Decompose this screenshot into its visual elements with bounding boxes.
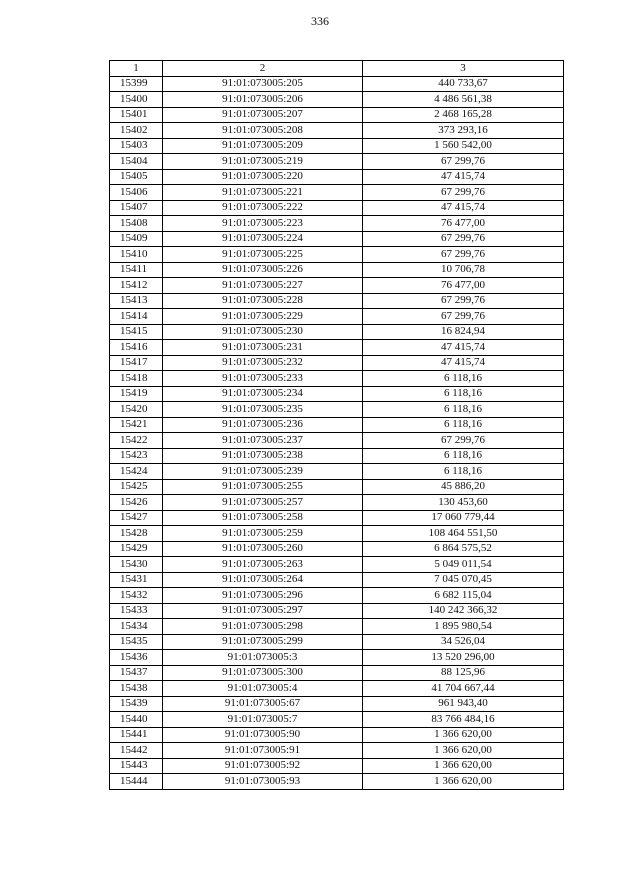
value-cell: 34 526,04: [363, 634, 564, 650]
cadastral-number-cell: 91:01:073005:258: [163, 510, 363, 526]
table-header-row: [110, 61, 564, 77]
value-cell: 1 366 620,00: [363, 743, 564, 759]
row-number-cell: 15420: [110, 402, 163, 418]
cadastral-number-cell: 91:01:073005:257: [163, 495, 363, 511]
row-number-cell: 15416: [110, 340, 163, 356]
table-row: [110, 169, 564, 185]
value-cell: 67 299,76: [363, 247, 564, 263]
row-number-cell: 15419: [110, 386, 163, 402]
table-row: [110, 743, 564, 759]
table-row: [110, 107, 564, 123]
table-row: [110, 123, 564, 139]
row-number-cell: 15444: [110, 774, 163, 790]
cadastral-value-table: [109, 60, 564, 790]
row-number-cell: 15440: [110, 712, 163, 728]
value-cell: 5 049 011,54: [363, 557, 564, 573]
cadastral-number-cell: 91:01:073005:255: [163, 479, 363, 495]
column-header-1: 1: [110, 61, 163, 77]
cadastral-number-cell: 91:01:073005:4: [163, 681, 363, 697]
cadastral-number-cell: 91:01:073005:224: [163, 231, 363, 247]
table-row: [110, 278, 564, 294]
cadastral-number-cell: 91:01:073005:207: [163, 107, 363, 123]
cadastral-number-cell: 91:01:073005:230: [163, 324, 363, 340]
row-number-cell: 15433: [110, 603, 163, 619]
cadastral-number-cell: 91:01:073005:299: [163, 634, 363, 650]
cadastral-number-cell: 91:01:073005:263: [163, 557, 363, 573]
row-number-cell: 15442: [110, 743, 163, 759]
cadastral-number-cell: 91:01:073005:297: [163, 603, 363, 619]
row-number-cell: 15426: [110, 495, 163, 511]
value-cell: 7 045 070,45: [363, 572, 564, 588]
row-number-cell: 15409: [110, 231, 163, 247]
table-row: [110, 619, 564, 635]
cadastral-number-cell: 91:01:073005:296: [163, 588, 363, 604]
table-row: [110, 402, 564, 418]
value-cell: 4 486 561,38: [363, 92, 564, 108]
cadastral-number-cell: 91:01:073005:219: [163, 154, 363, 170]
cadastral-number-cell: 91:01:073005:234: [163, 386, 363, 402]
cadastral-number-cell: 91:01:073005:209: [163, 138, 363, 154]
cadastral-number-cell: 91:01:073005:208: [163, 123, 363, 139]
value-cell: 47 415,74: [363, 355, 564, 371]
row-number-cell: 15437: [110, 665, 163, 681]
value-cell: 13 520 296,00: [363, 650, 564, 666]
row-number-cell: 15438: [110, 681, 163, 697]
row-number-cell: 15427: [110, 510, 163, 526]
row-number-cell: 15400: [110, 92, 163, 108]
cadastral-number-cell: 91:01:073005:67: [163, 696, 363, 712]
row-number-cell: 15443: [110, 758, 163, 774]
table-row: [110, 309, 564, 325]
table-row: [110, 371, 564, 387]
row-number-cell: 15411: [110, 262, 163, 278]
table-row: [110, 479, 564, 495]
row-number-cell: 15401: [110, 107, 163, 123]
cadastral-number-cell: 91:01:073005:227: [163, 278, 363, 294]
table-row: [110, 774, 564, 790]
row-number-cell: 15408: [110, 216, 163, 232]
table-row: [110, 216, 564, 232]
cadastral-number-cell: 91:01:073005:228: [163, 293, 363, 309]
table-row: [110, 448, 564, 464]
table-row: [110, 758, 564, 774]
row-number-cell: 15402: [110, 123, 163, 139]
row-number-cell: 15415: [110, 324, 163, 340]
table-row: [110, 355, 564, 371]
table-row: [110, 603, 564, 619]
table-row: [110, 324, 564, 340]
value-cell: 140 242 366,32: [363, 603, 564, 619]
value-cell: 1 895 980,54: [363, 619, 564, 635]
cadastral-number-cell: 91:01:073005:92: [163, 758, 363, 774]
cadastral-number-cell: 91:01:073005:93: [163, 774, 363, 790]
table-row: [110, 681, 564, 697]
value-cell: 47 415,74: [363, 169, 564, 185]
value-cell: 67 299,76: [363, 293, 564, 309]
row-number-cell: 15410: [110, 247, 163, 263]
table-row: [110, 386, 564, 402]
row-number-cell: 15424: [110, 464, 163, 480]
value-cell: 6 682 115,04: [363, 588, 564, 604]
table-row: [110, 92, 564, 108]
value-cell: 108 464 551,50: [363, 526, 564, 542]
value-cell: 1 560 542,00: [363, 138, 564, 154]
table-row: [110, 572, 564, 588]
row-number-cell: 15439: [110, 696, 163, 712]
cadastral-number-cell: 91:01:073005:223: [163, 216, 363, 232]
cadastral-number-cell: 91:01:073005:235: [163, 402, 363, 418]
table-row: [110, 464, 564, 480]
cadastral-number-cell: 91:01:073005:236: [163, 417, 363, 433]
row-number-cell: 15430: [110, 557, 163, 573]
table-row: [110, 231, 564, 247]
table-row: [110, 433, 564, 449]
table-row: [110, 247, 564, 263]
cadastral-number-cell: 91:01:073005:225: [163, 247, 363, 263]
value-cell: 6 118,16: [363, 417, 564, 433]
value-cell: 76 477,00: [363, 278, 564, 294]
table-row: [110, 200, 564, 216]
row-number-cell: 15414: [110, 309, 163, 325]
value-cell: 67 299,76: [363, 309, 564, 325]
value-cell: 67 299,76: [363, 231, 564, 247]
row-number-cell: 15421: [110, 417, 163, 433]
value-cell: 16 824,94: [363, 324, 564, 340]
value-cell: 47 415,74: [363, 340, 564, 356]
value-cell: 373 293,16: [363, 123, 564, 139]
value-cell: 961 943,40: [363, 696, 564, 712]
table-row: [110, 495, 564, 511]
value-cell: 6 864 575,52: [363, 541, 564, 557]
row-number-cell: 15418: [110, 371, 163, 387]
row-number-cell: 15407: [110, 200, 163, 216]
table-row: [110, 154, 564, 170]
cadastral-number-cell: 91:01:073005:298: [163, 619, 363, 635]
row-number-cell: 15429: [110, 541, 163, 557]
cadastral-number-cell: 91:01:073005:206: [163, 92, 363, 108]
row-number-cell: 15428: [110, 526, 163, 542]
table-row: [110, 138, 564, 154]
cadastral-number-cell: 91:01:073005:91: [163, 743, 363, 759]
value-cell: 83 766 484,16: [363, 712, 564, 728]
row-number-cell: 15436: [110, 650, 163, 666]
table-row: [110, 417, 564, 433]
cadastral-number-cell: 91:01:073005:220: [163, 169, 363, 185]
row-number-cell: 15423: [110, 448, 163, 464]
table-row: [110, 340, 564, 356]
value-cell: 1 366 620,00: [363, 758, 564, 774]
row-number-cell: 15422: [110, 433, 163, 449]
value-cell: 17 060 779,44: [363, 510, 564, 526]
value-cell: 440 733,67: [363, 76, 564, 92]
cadastral-number-cell: 91:01:073005:239: [163, 464, 363, 480]
cadastral-number-cell: 91:01:073005:259: [163, 526, 363, 542]
value-cell: 1 366 620,00: [363, 774, 564, 790]
cadastral-number-cell: 91:01:073005:238: [163, 448, 363, 464]
cadastral-number-cell: 91:01:073005:7: [163, 712, 363, 728]
value-cell: 10 706,78: [363, 262, 564, 278]
value-cell: 6 118,16: [363, 386, 564, 402]
row-number-cell: 15435: [110, 634, 163, 650]
cadastral-number-cell: 91:01:073005:233: [163, 371, 363, 387]
table-row: [110, 634, 564, 650]
table-row: [110, 293, 564, 309]
table-row: [110, 665, 564, 681]
table-row: [110, 557, 564, 573]
cadastral-number-cell: 91:01:073005:222: [163, 200, 363, 216]
cadastral-number-cell: 91:01:073005:232: [163, 355, 363, 371]
row-number-cell: 15431: [110, 572, 163, 588]
column-header-2: 2: [163, 61, 363, 77]
value-cell: 6 118,16: [363, 464, 564, 480]
cadastral-number-cell: 91:01:073005:221: [163, 185, 363, 201]
row-number-cell: 15399: [110, 76, 163, 92]
table-row: [110, 541, 564, 557]
page-number: 336: [311, 14, 329, 28]
cadastral-number-cell: 91:01:073005:260: [163, 541, 363, 557]
value-cell: 67 299,76: [363, 185, 564, 201]
value-cell: 6 118,16: [363, 402, 564, 418]
row-number-cell: 15403: [110, 138, 163, 154]
cadastral-number-cell: 91:01:073005:3: [163, 650, 363, 666]
value-cell: 67 299,76: [363, 154, 564, 170]
value-cell: 88 125,96: [363, 665, 564, 681]
row-number-cell: 15412: [110, 278, 163, 294]
table-row: [110, 588, 564, 604]
cadastral-number-cell: 91:01:073005:90: [163, 727, 363, 743]
cadastral-number-cell: 91:01:073005:300: [163, 665, 363, 681]
row-number-cell: 15405: [110, 169, 163, 185]
cadastral-number-cell: 91:01:073005:226: [163, 262, 363, 278]
value-cell: 6 118,16: [363, 448, 564, 464]
table-row: [110, 262, 564, 278]
table-row: [110, 696, 564, 712]
row-number-cell: 15417: [110, 355, 163, 371]
table-row: [110, 510, 564, 526]
value-cell: 1 366 620,00: [363, 727, 564, 743]
value-cell: 2 468 165,28: [363, 107, 564, 123]
value-cell: 47 415,74: [363, 200, 564, 216]
row-number-cell: 15413: [110, 293, 163, 309]
row-number-cell: 15406: [110, 185, 163, 201]
table-row: [110, 526, 564, 542]
cadastral-number-cell: 91:01:073005:205: [163, 76, 363, 92]
table-row: [110, 727, 564, 743]
value-cell: 67 299,76: [363, 433, 564, 449]
cadastral-number-cell: 91:01:073005:237: [163, 433, 363, 449]
row-number-cell: 15425: [110, 479, 163, 495]
value-cell: 76 477,00: [363, 216, 564, 232]
table-body: [110, 76, 564, 789]
value-cell: 45 886,20: [363, 479, 564, 495]
table-row: [110, 712, 564, 728]
cadastral-number-cell: 91:01:073005:229: [163, 309, 363, 325]
row-number-cell: 15434: [110, 619, 163, 635]
table-row: [110, 650, 564, 666]
value-cell: 41 704 667,44: [363, 681, 564, 697]
table-row: [110, 76, 564, 92]
value-cell: 130 453,60: [363, 495, 564, 511]
row-number-cell: 15404: [110, 154, 163, 170]
cadastral-number-cell: 91:01:073005:264: [163, 572, 363, 588]
cadastral-number-cell: 91:01:073005:231: [163, 340, 363, 356]
table-row: [110, 185, 564, 201]
row-number-cell: 15432: [110, 588, 163, 604]
value-cell: 6 118,16: [363, 371, 564, 387]
row-number-cell: 15441: [110, 727, 163, 743]
column-header-3: 3: [363, 61, 564, 77]
